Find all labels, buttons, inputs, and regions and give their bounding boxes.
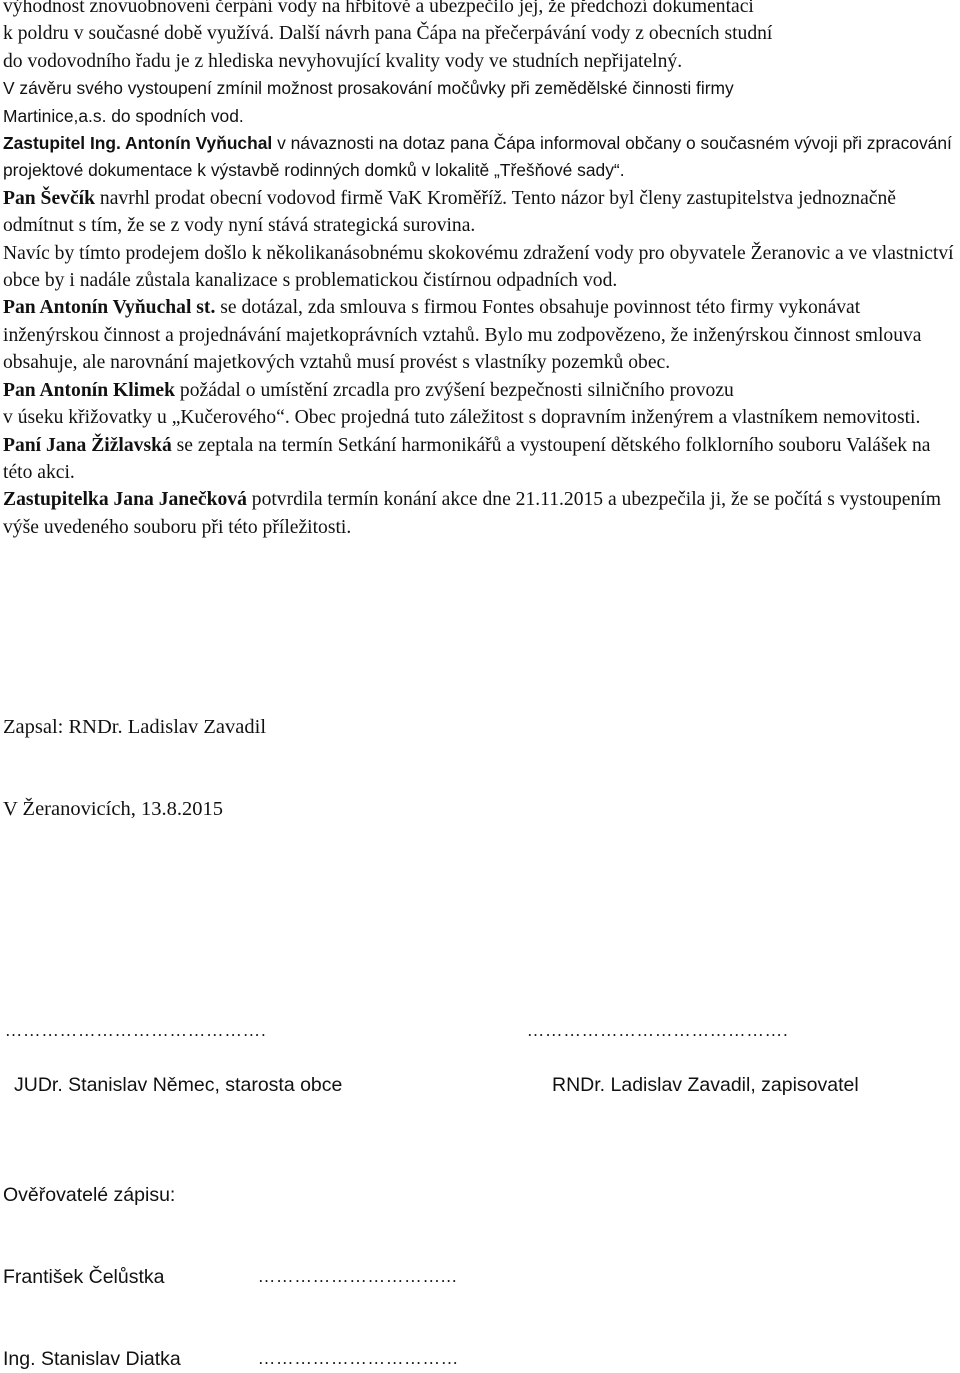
speaker-name: Antonín Vyňuchal <box>120 133 273 154</box>
paragraph-price-increase <box>3 240 958 295</box>
paragraph-water-proposal <box>3 0 958 130</box>
speaker-name: Paní Jana Žižlavská <box>3 434 172 456</box>
paragraph-text: v návaznosti na dotaz pana Čápa informoval občany o současném vývoji při zpracování projektové dokumentace k výstavbě rodinných domků v lokalitě „Třešňové sady“. <box>3 133 952 181</box>
paragraph-vynuchal-st <box>3 294 958 376</box>
speaker-title: Zastupitel Ing. <box>3 133 121 154</box>
text-line: Martinice,a.s. do spodních vod. <box>3 105 244 126</box>
minutes-body <box>3 0 958 541</box>
paragraph-text: potvrdila termín konání akce dne 21.11.2015 a ubezpečila ji, že se počítá s vystoupením výše uvedeného souboru při této příležitosti. <box>3 489 941 538</box>
paragraph-text: Navíc by tímto prodejem došlo k několikanásobnému skokovému zdražení vody pro obyvatele Žeranovic a ve vlastnictví obce by i nadále zůstala kanalizace s problematickou čistírnou odpadních vod. <box>3 242 954 292</box>
text-line: k poldru v současné době využívá. Další návrh pana Čápa na přečerpávání vody z obecních studní <box>3 23 773 45</box>
paragraph-text: navrhl prodat obecní vodovod firmě VaK Kroměříž. Tento názor byl členy zastupitelstva jednoznačně odmítnut s tím, že se z vody nyní stává strategická surovina. <box>3 187 896 237</box>
paragraph-vynuchal <box>3 130 958 185</box>
paragraph-text: se dotázal, zda smlouva s firmou Fontes obsahuje povinnost této firmy vykonávat inženýrskou činnost a projednávání majetkoprávních vztahů. Bylo mu zodpovězeno, že inženýrskou činnost smlouva obsahuje, ale narovnání majetkových vztahů musí provést s vlastníky pozemků obec. <box>3 297 922 374</box>
speaker-name: Pan Antonín Klimek <box>3 379 176 401</box>
signer-recorder: RNDr. Ladislav Zavadil, zapisovatel <box>552 1074 859 1096</box>
signature-line-mayor: ……………………………………. <box>5 1021 267 1040</box>
paragraph-janeckova <box>3 486 958 541</box>
paragraph-text: v úseku křižovatky u „Kučerového“. Obec projedná tuto záležitost s dopravním inženýrem a vlastníkem nemovitosti. <box>3 407 921 429</box>
paragraph-klimek <box>3 377 958 432</box>
signature-line-recorder: ……………………………………. <box>527 1021 789 1040</box>
speaker-name: Pan Ševčík <box>3 187 95 209</box>
verifier-signature-line: …………………………… <box>258 1349 460 1368</box>
signer-mayor: JUDr. Stanislav Němec, starosta obce <box>14 1074 343 1096</box>
text-line: výhodnost znovuobnovení čerpání vody na hřbitově a ubezpečilo jej, že předchozí dokumentaci <box>3 0 754 17</box>
verifier-signature-line: …………………………... <box>258 1267 458 1286</box>
place-and-date: V Žeranovicích, 13.8.2015 <box>3 798 223 820</box>
speaker-name: Zastupitelka Jana Janečková <box>3 489 247 511</box>
verifiers-heading: Ověřovatelé zápisu: <box>3 1184 176 1206</box>
verifier-name: František Čelůstka <box>3 1266 165 1288</box>
recorded-by: Zapsal: RNDr. Ladislav Zavadil <box>3 716 267 738</box>
paragraph-zizlavska <box>3 432 958 487</box>
paragraph-text: požádal o umístění zrcadla pro zvýšení bezpečnosti silničního provozu <box>175 379 734 401</box>
speaker-name: Pan Antonín Vyňuchal st. <box>3 297 216 319</box>
paragraph-text: se zeptala na termín Setkání harmonikářů a vystoupení dětského folklorního souboru Valášek na této akci. <box>3 434 931 483</box>
verifier-name: Ing. Stanislav Diatka <box>3 1348 181 1370</box>
paragraph-sevcik <box>3 185 958 240</box>
text-line: V závěru svého vystoupení zmínil možnost prosakování močůvky při zemědělské činnosti firmy <box>3 78 734 99</box>
text-line: do vodovodního řadu je z hlediska nevyhovující kvality vody ve studních nepřijatelný. <box>3 50 683 72</box>
